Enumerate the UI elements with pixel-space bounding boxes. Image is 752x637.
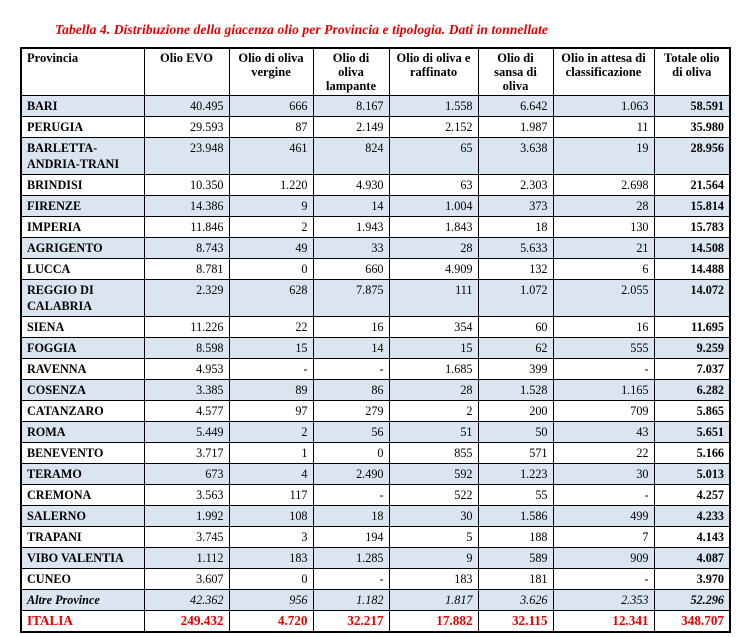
cell-value: 373 [478, 196, 553, 217]
cell-value: 6 [553, 259, 654, 280]
cell-value: 1.685 [389, 359, 478, 380]
cell-value: 709 [553, 401, 654, 422]
cell-value: 1.943 [313, 217, 389, 238]
cell-value: 183 [229, 548, 313, 569]
cell-value: 17.882 [389, 611, 478, 633]
cell-value: 8.743 [144, 238, 229, 259]
cell-value: 1.987 [478, 117, 553, 138]
cell-value: 111 [389, 280, 478, 317]
table-row [21, 338, 730, 359]
table-row [21, 138, 730, 175]
cell-value: 16 [313, 317, 389, 338]
cell-value: 628 [229, 280, 313, 317]
cell-value: 16 [553, 317, 654, 338]
cell-value: 2.353 [553, 590, 654, 611]
cell-value: 7 [553, 527, 654, 548]
cell-value: 87 [229, 117, 313, 138]
cell-value: 1.165 [553, 380, 654, 401]
cell-totale: 5.865 [654, 401, 730, 422]
table-row [21, 506, 730, 527]
cell-value: 0 [229, 259, 313, 280]
cell-value: 15 [229, 338, 313, 359]
cell-value: 571 [478, 443, 553, 464]
cell-provincia: BENEVENTO [21, 443, 144, 464]
cell-value: 2.149 [313, 117, 389, 138]
cell-totale: 5.013 [654, 464, 730, 485]
cell-totale: 35.980 [654, 117, 730, 138]
table-row [21, 422, 730, 443]
cell-provincia: FOGGIA [21, 338, 144, 359]
cell-provincia: VIBO VALENTIA [21, 548, 144, 569]
cell-provincia: REGGIO DI CALABRIA [21, 280, 144, 317]
cell-value: 9 [229, 196, 313, 217]
cell-totale: 7.037 [654, 359, 730, 380]
cell-provincia: CATANZARO [21, 401, 144, 422]
cell-provincia: TRAPANI [21, 527, 144, 548]
cell-totale: 5.166 [654, 443, 730, 464]
cell-value: 15 [389, 338, 478, 359]
cell-value: 194 [313, 527, 389, 548]
cell-value: 132 [478, 259, 553, 280]
cell-value: 1.586 [478, 506, 553, 527]
table-row [21, 259, 730, 280]
cell-value: 11.226 [144, 317, 229, 338]
cell-provincia: BARI [21, 96, 144, 117]
cell-totale: 6.282 [654, 380, 730, 401]
cell-value: 909 [553, 548, 654, 569]
cell-value: 63 [389, 175, 478, 196]
cell-value: 32.217 [313, 611, 389, 633]
cell-value: 7.875 [313, 280, 389, 317]
cell-totale: 58.591 [654, 96, 730, 117]
cell-value: 9 [389, 548, 478, 569]
cell-value: 30 [389, 506, 478, 527]
cell-totale: 4.143 [654, 527, 730, 548]
table-row [21, 485, 730, 506]
cell-totale: 9.259 [654, 338, 730, 359]
cell-value: - [313, 359, 389, 380]
cell-totale: 14.488 [654, 259, 730, 280]
cell-provincia: TERAMO [21, 464, 144, 485]
cell-value: 1.220 [229, 175, 313, 196]
cell-provincia: AGRIGENTO [21, 238, 144, 259]
cell-totale: 4.087 [654, 548, 730, 569]
cell-totale: 28.956 [654, 138, 730, 175]
cell-value: 18 [313, 506, 389, 527]
column-header-0: Provincia [21, 48, 144, 96]
column-header-1: Olio EVO [144, 48, 229, 96]
cell-provincia: IMPERIA [21, 217, 144, 238]
cell-value: 29.593 [144, 117, 229, 138]
cell-value: 8.781 [144, 259, 229, 280]
table-row [21, 464, 730, 485]
cell-value: 461 [229, 138, 313, 175]
cell-provincia: RAVENNA [21, 359, 144, 380]
cell-value: - [553, 485, 654, 506]
cell-value: 14 [313, 196, 389, 217]
cell-value: 89 [229, 380, 313, 401]
cell-value: 3 [229, 527, 313, 548]
table-body [21, 96, 730, 633]
cell-value: 65 [389, 138, 478, 175]
cell-value: - [313, 569, 389, 590]
table-row [21, 548, 730, 569]
cell-provincia: CUNEO [21, 569, 144, 590]
cell-value: 3.638 [478, 138, 553, 175]
table-row [21, 590, 730, 611]
cell-value: 3.745 [144, 527, 229, 548]
cell-value: - [229, 359, 313, 380]
cell-provincia: CREMONA [21, 485, 144, 506]
cell-value: 5.633 [478, 238, 553, 259]
cell-value: 354 [389, 317, 478, 338]
cell-value: 117 [229, 485, 313, 506]
cell-value: 50 [478, 422, 553, 443]
cell-value: 30 [553, 464, 654, 485]
cell-value: 1.843 [389, 217, 478, 238]
column-header-6: Olio in attesa di classificazione [553, 48, 654, 96]
cell-value: 55 [478, 485, 553, 506]
cell-provincia: SALERNO [21, 506, 144, 527]
cell-value: 97 [229, 401, 313, 422]
cell-provincia: PERUGIA [21, 117, 144, 138]
cell-value: 21 [553, 238, 654, 259]
table-row [21, 569, 730, 590]
cell-value: 2.698 [553, 175, 654, 196]
cell-value: 4.930 [313, 175, 389, 196]
cell-value: 1.112 [144, 548, 229, 569]
cell-value: 4.953 [144, 359, 229, 380]
cell-value: 40.495 [144, 96, 229, 117]
cell-value: 555 [553, 338, 654, 359]
cell-value: 183 [389, 569, 478, 590]
cell-value: 5 [389, 527, 478, 548]
cell-value: 0 [229, 569, 313, 590]
cell-value: 673 [144, 464, 229, 485]
cell-value: 3.385 [144, 380, 229, 401]
cell-provincia: COSENZA [21, 380, 144, 401]
cell-value: 2.055 [553, 280, 654, 317]
cell-value: 10.350 [144, 175, 229, 196]
cell-value: 49 [229, 238, 313, 259]
column-header-4: Olio di oliva e raffinato [389, 48, 478, 96]
table-caption: Tabella 4. Distribuzione della giacenza olio per Provincia e tipologia. Dati in tonnellate [55, 22, 549, 37]
cell-totale: 15.814 [654, 196, 730, 217]
cell-value: 42.362 [144, 590, 229, 611]
cell-value: - [553, 569, 654, 590]
cell-value: 11 [553, 117, 654, 138]
cell-value: 200 [478, 401, 553, 422]
cell-value: 181 [478, 569, 553, 590]
cell-value: 666 [229, 96, 313, 117]
cell-provincia: BARLETTA-ANDRIA-TRANI [21, 138, 144, 175]
table-row [21, 217, 730, 238]
cell-totale: 14.072 [654, 280, 730, 317]
cell-value: 32.115 [478, 611, 553, 633]
cell-value: 956 [229, 590, 313, 611]
cell-value: 108 [229, 506, 313, 527]
cell-value: - [313, 485, 389, 506]
cell-provincia: LUCCA [21, 259, 144, 280]
cell-value: 3.607 [144, 569, 229, 590]
cell-value: 1.528 [478, 380, 553, 401]
cell-totale: 11.695 [654, 317, 730, 338]
cell-provincia: FIRENZE [21, 196, 144, 217]
cell-value: 1.223 [478, 464, 553, 485]
column-header-2: Olio di oliva vergine [229, 48, 313, 96]
cell-value: 1 [229, 443, 313, 464]
cell-value: 22 [553, 443, 654, 464]
cell-value: 23.948 [144, 138, 229, 175]
cell-value: 1.558 [389, 96, 478, 117]
cell-value: 51 [389, 422, 478, 443]
cell-value: 22 [229, 317, 313, 338]
table-row [21, 359, 730, 380]
cell-value: 2 [229, 422, 313, 443]
cell-value: 279 [313, 401, 389, 422]
cell-value: 8.598 [144, 338, 229, 359]
cell-value: 18 [478, 217, 553, 238]
cell-provincia: ROMA [21, 422, 144, 443]
cell-totale: 4.257 [654, 485, 730, 506]
cell-value: - [553, 359, 654, 380]
cell-value: 1.285 [313, 548, 389, 569]
cell-value: 1.072 [478, 280, 553, 317]
cell-totale: 15.783 [654, 217, 730, 238]
cell-value: 2.303 [478, 175, 553, 196]
cell-value: 1.063 [553, 96, 654, 117]
cell-totale: 4.233 [654, 506, 730, 527]
cell-value: 2 [229, 217, 313, 238]
cell-value: 522 [389, 485, 478, 506]
cell-value: 130 [553, 217, 654, 238]
cell-totale: 5.651 [654, 422, 730, 443]
cell-totale: 52.296 [654, 590, 730, 611]
column-header-5: Olio di sansa di oliva [478, 48, 553, 96]
cell-value: 19 [553, 138, 654, 175]
cell-value: 4 [229, 464, 313, 485]
cell-value: 1.182 [313, 590, 389, 611]
cell-value: 60 [478, 317, 553, 338]
cell-value: 2 [389, 401, 478, 422]
table-row [21, 96, 730, 117]
cell-value: 855 [389, 443, 478, 464]
cell-value: 589 [478, 548, 553, 569]
column-header-3: Olio di oliva lampante [313, 48, 389, 96]
cell-value: 2.152 [389, 117, 478, 138]
cell-value: 4.909 [389, 259, 478, 280]
table-row [21, 611, 730, 633]
cell-value: 8.167 [313, 96, 389, 117]
header-row [21, 48, 730, 96]
cell-value: 43 [553, 422, 654, 443]
table-row [21, 317, 730, 338]
cell-provincia: Altre Province [21, 590, 144, 611]
cell-value: 28 [389, 380, 478, 401]
cell-provincia: BRINDISI [21, 175, 144, 196]
cell-value: 56 [313, 422, 389, 443]
cell-value: 249.432 [144, 611, 229, 633]
table-row [21, 443, 730, 464]
cell-value: 6.642 [478, 96, 553, 117]
cell-value: 0 [313, 443, 389, 464]
cell-value: 28 [389, 238, 478, 259]
cell-provincia: SIENA [21, 317, 144, 338]
table-row [21, 175, 730, 196]
table-row [21, 401, 730, 422]
cell-totale: 14.508 [654, 238, 730, 259]
cell-value: 2.490 [313, 464, 389, 485]
cell-value: 33 [313, 238, 389, 259]
cell-value: 824 [313, 138, 389, 175]
table-row [21, 280, 730, 317]
table-row [21, 238, 730, 259]
table-row [21, 380, 730, 401]
cell-provincia: ITALIA [21, 611, 144, 633]
cell-value: 3.563 [144, 485, 229, 506]
column-header-7: Totale olio di oliva [654, 48, 730, 96]
cell-value: 2.329 [144, 280, 229, 317]
cell-totale: 348.707 [654, 611, 730, 633]
giacenza-olio-table [20, 47, 731, 633]
cell-value: 28 [553, 196, 654, 217]
cell-value: 5.449 [144, 422, 229, 443]
cell-totale: 3.970 [654, 569, 730, 590]
cell-value: 1.004 [389, 196, 478, 217]
cell-value: 4.577 [144, 401, 229, 422]
cell-value: 86 [313, 380, 389, 401]
cell-value: 62 [478, 338, 553, 359]
cell-value: 4.720 [229, 611, 313, 633]
cell-value: 14.386 [144, 196, 229, 217]
cell-value: 399 [478, 359, 553, 380]
cell-value: 1.817 [389, 590, 478, 611]
cell-value: 3.717 [144, 443, 229, 464]
cell-value: 14 [313, 338, 389, 359]
table-row [21, 527, 730, 548]
cell-value: 592 [389, 464, 478, 485]
table-row [21, 196, 730, 217]
cell-value: 499 [553, 506, 654, 527]
cell-totale: 21.564 [654, 175, 730, 196]
cell-value: 11.846 [144, 217, 229, 238]
table-row [21, 117, 730, 138]
cell-value: 12.341 [553, 611, 654, 633]
cell-value: 660 [313, 259, 389, 280]
cell-value: 3.626 [478, 590, 553, 611]
cell-value: 1.992 [144, 506, 229, 527]
cell-value: 188 [478, 527, 553, 548]
